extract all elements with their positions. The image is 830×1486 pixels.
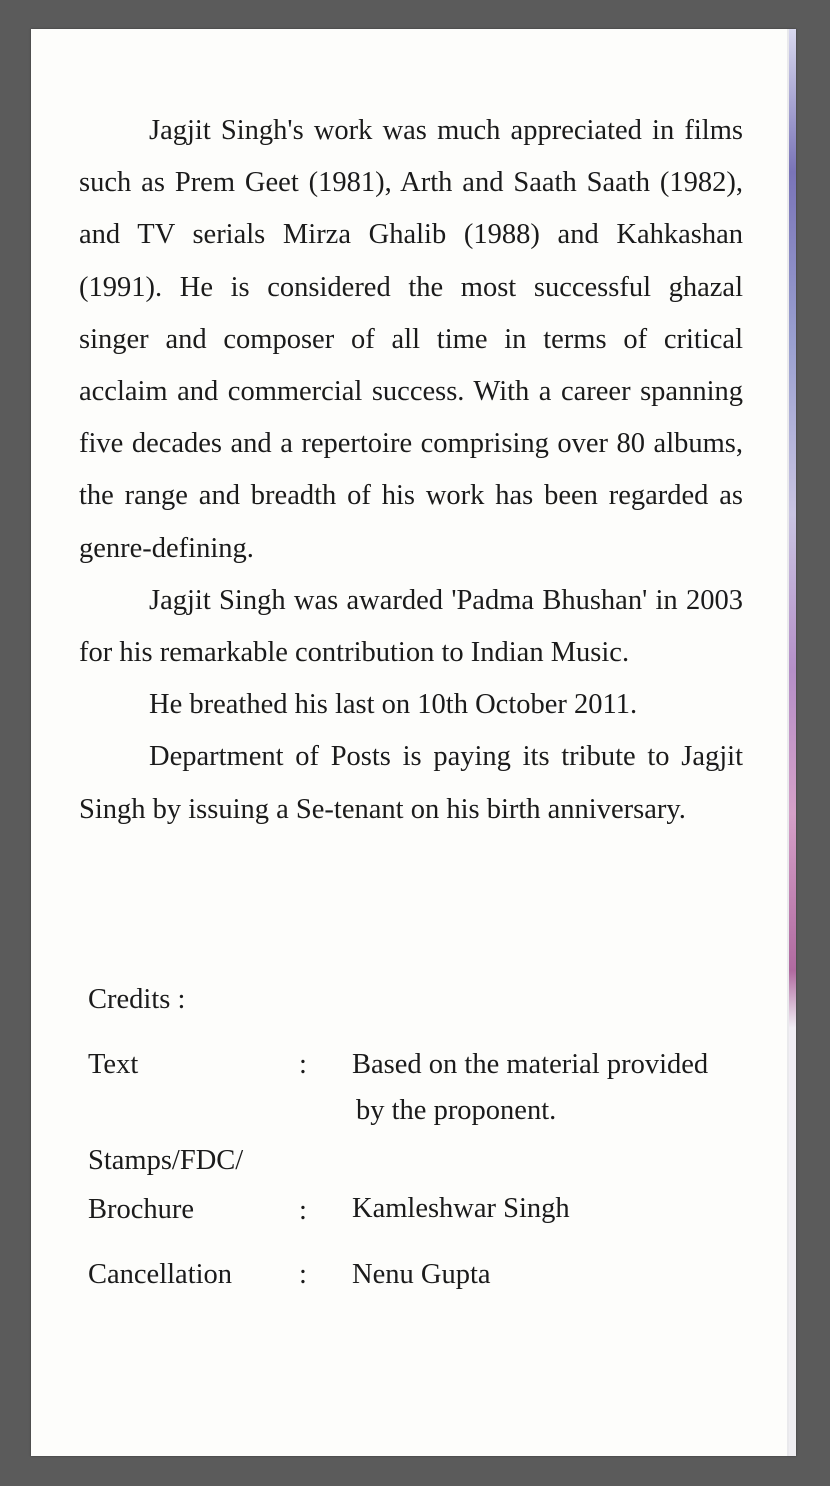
credit-value-stamps: Kamleshwar Singh [352,1193,570,1224]
credit-separator: : [299,1195,307,1226]
credit-value-cancellation: Nenu Gupta [352,1259,491,1290]
paragraph-death: He breathed his last on 10th October 2011. [149,689,638,721]
credit-separator: : [299,1259,307,1290]
brochure-page [31,29,796,1456]
page-edge-color-strip [789,29,796,1456]
credit-label-stamps-line2: Brochure [88,1194,195,1225]
credit-value-text [352,1042,772,1134]
credit-label-stamps-line1: Stamps/FDC/ [88,1145,244,1176]
credits-heading: Credits : [88,984,186,1015]
credit-value-text-line2: by the proponent. [356,1095,557,1126]
credit-label-cancellation: Cancellation [88,1259,233,1290]
credit-label-stamps [88,1134,288,1232]
credit-label-text: Text [88,1049,139,1080]
paragraph-award: Jagjit Singh was awarded 'Padma Bhushan' in 2003 for his remarkable contribution to Indian Music. [79,584,743,669]
body-text [79,105,743,836]
credit-value-text-line1: Based on the material provided [352,1049,709,1080]
credit-separator: : [299,1049,307,1080]
paragraph-tribute: Department of Posts is paying its tribute to Jagjit Singh by issuing a Se-tenant on his birth anniversary. [79,741,743,825]
paragraph-career: Jagjit Singh's work was much appreciated in films such as Prem Geet (1981), Arth and Saath Saath (1982), and TV serials Mirza Ghalib (1988) and Kahkashan (1991). He is considered the most successful ghazal singer and composer of all time in terms of critical acclaim and commercial success. With a career spanning five decades and a repertoire comprising over 80 albums, the range and breadth of his work has been regarded as genre-defining. [79,115,743,564]
